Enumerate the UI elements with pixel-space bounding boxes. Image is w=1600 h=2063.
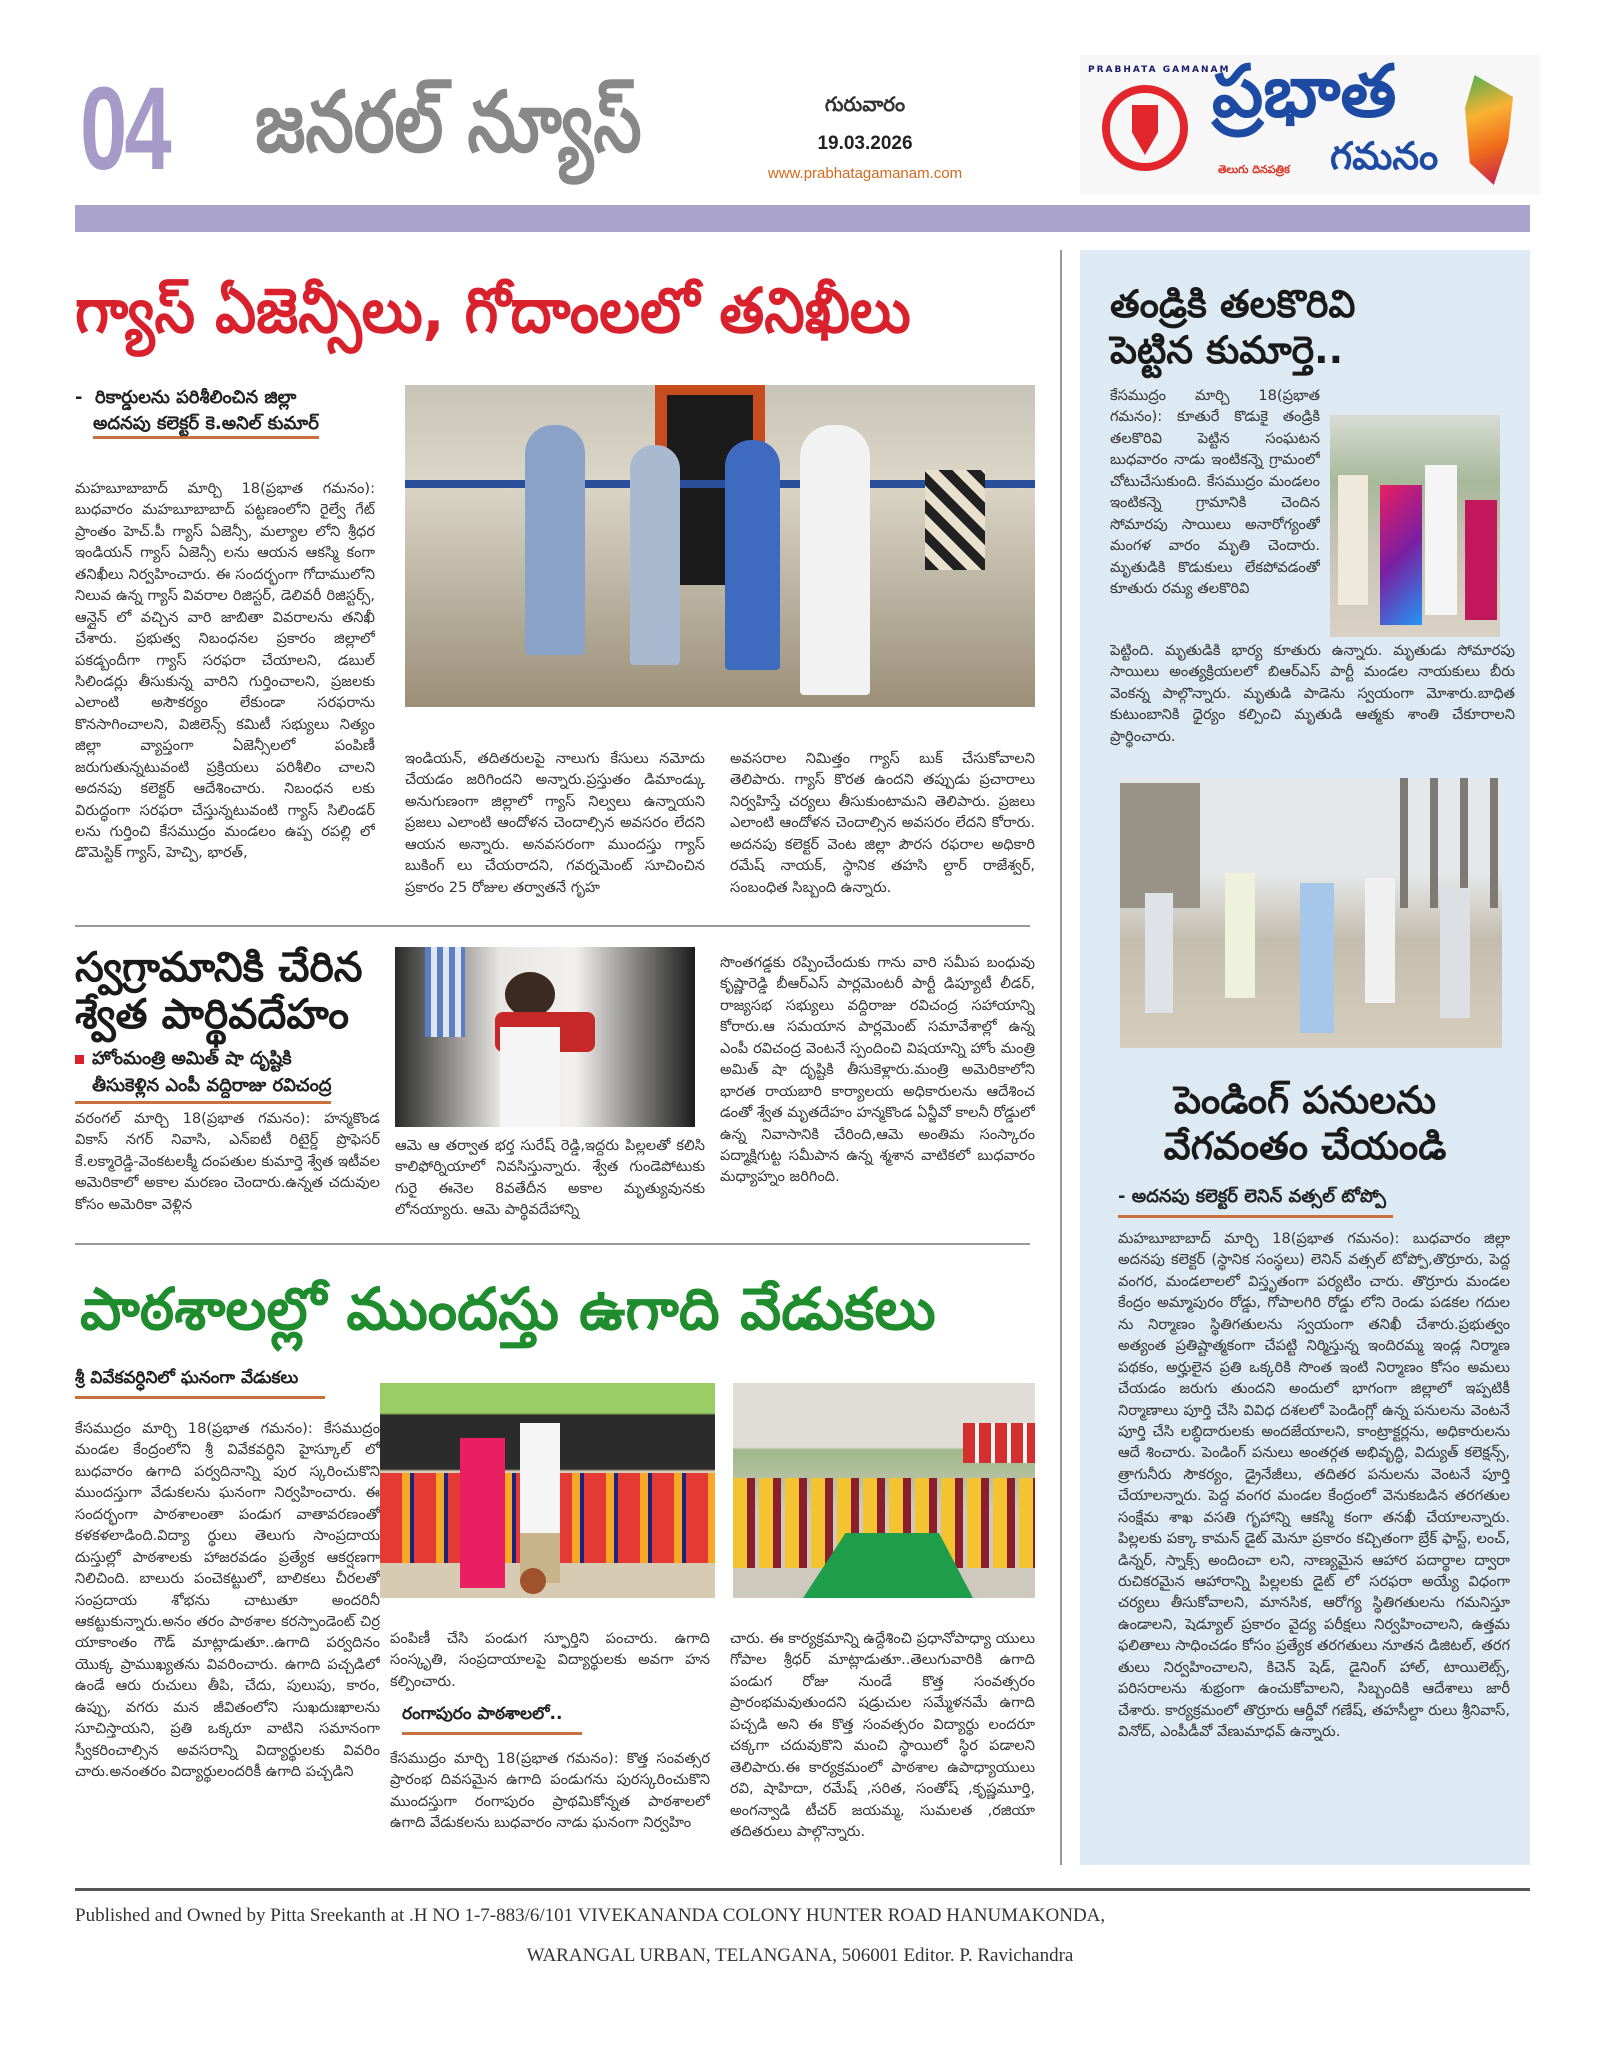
subhead-line2: తీసుకెళ్లిన ఎంపీ వద్దిరాజు రవిచంద్ర	[75, 1072, 331, 1104]
subhead-line1: రికార్డులను పరిశీలించిన జిల్లా	[95, 387, 297, 408]
issue-day: గురువారం	[824, 92, 906, 116]
daughter-story-headline	[1110, 282, 1510, 373]
gas-story-subhead	[75, 385, 375, 437]
ugadi-story-col1: కేసముద్రం మార్చి 18(ప్రభాత గమనం): కేసముద్రం మండల కేంద్రంలోని శ్రీ వివేకవర్ధిని హైస్కూల్ లో బుధవారం ఉగాది పర్వదినాన్ని పుర స్కరించుకొని ముందస్తుగా వేడుకలను ఘనంగా నిర్వహించారు. ఈ సందర్భంగా పాఠశాలంతా పండుగ వాతావరణంతో కళకళలాడింది.విద్యా ర్థులు తెలుగు సాంప్రదాయ దుస్తుల్లో పాఠశాలకు హాజరవడం ప్రత్యేక ఆకర్షణగా నిలిచింది. బాలురు పంచెకట్టులో, బాలికలు చీరలతో సంప్రదాయ శోభను చాటుతూ అందరినీ ఆకట్టుకున్నారు.అనం తరం పాఠశాల కరస్పాండెంట్ చిర్ర యాకాంతం గౌడ్ మాట్లాడుతూ..ఉగాది పర్వదినం యొక్క ప్రాముఖ్యతను వివరించారు. ఉగాది పచ్చడిలో ఉండే ఆరు రుచులు తీపి, చేదు, పులుపు, కారం, ఉప్పు, వగరు మన జీవితంలోని సుఖదుఃఖాలను సూచిస్తాయని, ప్రతి ఒక్కరూ వాటిని సమానంగా స్వీకరించాల్సిన అవసరాన్ని విద్యార్థులకు వివరిం చారు.అనంతరం విద్యార్థులందరికీ ఉగాది పచ్చడిని	[75, 1420, 380, 1780]
swetha-story-headline	[75, 944, 395, 1038]
ugadi-story-subhead: శ్రీ వివేకవర్ధినిలో ఘనంగా వేడుకలు	[75, 1368, 325, 1399]
headline-line1: తండ్రికి తలకొరివి	[1110, 282, 1356, 326]
autumn-leaf-icon	[1465, 75, 1513, 185]
section-title: జనరల్ న్యూస్	[255, 73, 642, 171]
website-link[interactable]: www.prabhatagamanam.com	[767, 165, 963, 182]
gas-agency-photo	[405, 385, 1035, 707]
gas-story-col3: అవసరాల నిమిత్తం గ్యాస్ బుక్ చేసుకోవాలని తెలిపారు. గ్యాస్ కొరత ఉందని తప్పుడు ప్రచారాలు నిర్వహిస్తే చర్యలు తీసుకుంటామని తెలిపారు. ప్రజలు ఎలాంటి ఆందోళన చెందాల్సిన అవసరం లేదని కోరారు. అదనపు కలెక్టర్ వెంట జిల్లా పౌరస రఫరాల అధికారి రమేష్ నాయక్, స్థానిక తహసి ల్దార్ రాజేశ్వర్, సంబంధిత సిబ్బంది ఉన్నారు.	[730, 750, 1035, 896]
header-band	[75, 205, 1530, 232]
section-divider	[75, 1243, 1030, 1245]
date-block	[735, 92, 995, 182]
daughter-story-body: పెట్టింది. మృతుడికి భార్య కూతురు ఉన్నారు. మృతుడు సోమారపు సాయిలు అంత్యక్రియలలో బిఆర్ఎస్ పార్టీ మండల నాయకులు బీరు వెంకన్న పాల్గొన్నారు. మృతుడి పాడెను స్వయంగా మోశారు.బాధిత కుటుంబానికి ధైర్యం కల్పించి మృతుడి ఆత్మకు శాంతి చేకూరాలని ప్రార్థించారు.	[1110, 642, 1515, 745]
daughter-story-body-wrap: కేసముద్రం మార్చి 18(ప్రభాత గమనం): కూతురే కొడుకై తండ్రికి తలకొరివి పెట్టిన సంఘటన బుధవారం నాడు ఇంటికన్నె గ్రామంలో చోటుచేసుకుంది. కేసముద్రం మండలం ఇంటికన్నె గ్రామానికి చెందిన సోమారపు సాయిలు అనారోగ్యంతో మంగళ వారం మృతి చెందారు. మృతుడికి కొడుకులు లేకపోవడంతో కూతురు రమ్య తలకొరివి	[1110, 387, 1320, 597]
subhead-line2: అదనపు కలెక్టర్ కె.అనిల్ కుమార్	[93, 413, 319, 439]
logo-tagline: తెలుగు దినపత్రిక	[1218, 163, 1290, 176]
swetha-photo	[395, 947, 695, 1127]
pen-nib-seal-icon	[1102, 85, 1188, 171]
funeral-procession-photo	[1330, 415, 1500, 637]
headline-line2: పెట్టిన కుమార్తె..	[1110, 327, 1344, 372]
logo-seal-text: PRABHATA GAMANAM	[1088, 65, 1231, 75]
page-number: 04	[80, 63, 169, 195]
footer-publisher-line: Published and Owned by Pitta Sreekanth at .H NO 1-7-883/6/101 VIVEKANANDA COLONY HUNTER ROAD HANUMAKONDA,	[75, 1905, 1106, 1926]
section-divider	[75, 925, 1030, 927]
rangapuram-subhead: రంగాపురం పాఠశాలలో..	[402, 1704, 582, 1735]
housing-inspection-photo	[1120, 778, 1502, 1048]
gas-story-col2: ఇండియన్, తదితరులపై నాలుగు కేసులు నమోదు చేయడం జరిగిందని అన్నారు.ప్రస్తుతం డిమాండ్కు అనుగుణంగా జిల్లాలో గ్యాస్ నిల్వలు ఉన్నాయని ప్రజలు ఎలాంటి ఆందోళన చెందాల్సిన అవసరం లేదని ఆయన అన్నారు. అనవసరంగా ముందస్తు గ్యాస్ బుకింగ్ లు చేయరాదని, గవర్నమెంట్ సూచించిన ప్రకారం 25 రోజుల తర్వాతనే గృహ	[405, 750, 705, 896]
logo-name-line1: ప్రభాత	[1212, 49, 1397, 133]
column-divider	[1060, 250, 1062, 1865]
subhead-line1: హోంమంత్రి అమిత్ షా దృష్టికి	[92, 1048, 292, 1069]
swetha-story-col2: ఆమె ఆ తర్వాత భర్త సురేష్ రెడ్డి,ఇద్దరు పిల్లలతో కలిసి కాలిఫోర్నియాలో నివసిస్తున్నారు. శ్వేత గుండెపోటుకు గురై ఈనెల 8వతేదీన అకాల మృత్యువునకు లోనయ్యారు. ఆమె పార్థివదేహాన్ని	[395, 1137, 705, 1219]
swetha-story-subhead	[75, 1045, 375, 1104]
gas-story-headline: గ్యాస్ ఏజెన్సీలు, గోదాంలలో తనిఖీలు	[75, 274, 911, 347]
headline-line2: శ్వేత పార్థివదేహం	[75, 990, 350, 1039]
subhead-dash: -	[75, 387, 83, 408]
ugadi-story-col2a: పంపిణీ చేసి పండుగ స్ఫూర్తిని పంచారు. ఉగాది సంస్కృతి, సంప్రదాయాలపై విద్యార్థులకు అవగా హన కల్పించారు.	[390, 1630, 710, 1690]
headline-line1: పెండింగ్ పనులను	[1173, 1078, 1437, 1122]
pending-works-body: మహబూబాబాద్ మార్చి 18(ప్రభాత గమనం): బుధవారం జిల్లా అదనపు కలెక్టర్ (స్థానిక సంస్థలు) లెనిన్ వత్సల్ టోప్పో,తొర్రూరు, పెద్ద వంగర, మండలాలలో విస్తృతంగా పర్యటిం చారు. తొర్రూరు మండల కేంద్రం అమ్మాపురం రోడ్డు, గోపాలగిరి రోడ్డు లోని రెండు పడకల గదుల ను నిర్మాణం స్థితిగతులను స్వయంగా తనిఖీ చేశారు.ప్రభుత్వం అత్యంత ప్రతిష్టాత్మకంగా చేపట్టి నిర్మిస్తున్న ఇందిరమ్మ ఇండ్ల నిర్మాణ పథకం, అర్హులైన ప్రతి ఒక్కరికి సొంత ఇంటి నిర్మాణం కోసం అమలు చేయడం జరుగు తుందని అందులో భాగంగా జిల్లాలో ఇప్పటికీ నిర్మాణాలు పూర్తి చేసి వివిధ దశలలో పెండింగ్లో ఉన్న పనులను వెంటనే పూర్తి చేసి లబ్ధిదారులకు అందజేయాలని, కాంట్రాక్టర్లను, అధికారులను ఆదే శించారు. పెండింగ్ పనులు అంతర్గత అభివృద్ధి, విద్యుత్ కలెక్షన్స్, త్రాగునీరు సౌకర్యం, డ్రైనేజీలు, తదితర పనులను వెంటనే పూర్తి చేయాలన్నారు. పెద్ద వంగర మండల కేంద్రంలో వెనుకబడిన తరగతుల సంక్షేమ శాఖ వసతి గృహాన్ని ఆకస్మి కంగా తనఖీ చేయాలన్నారు. పిల్లలకు పక్కా కామన్ డైట్ మెనూ ప్రకారం కచ్చితంగా బ్రేక్ ఫాస్ట్, లంచ్, డిన్నర్, స్నాక్స్ అందించా లని, నాణ్యమైన ఆహార పదార్థాల ద్వారా రుచికరమైన ఆహారాన్ని పిల్లలకు డైట్ లో సరఫరా అయ్యే విధంగా చర్యలు తీసుకోవాలని, మానసిక, ఆరోగ్య స్థితిగతులను గమనిస్తూ ఉండాలని, షెడ్యూల్ ప్రకారం వైద్య పరీక్షలు నిర్వహించాలని, ఉత్తమ ఫలితాలు సాధించడం కోసం ప్రత్యేక తరగతులు నూతన డిజిటల్, తరగ తులు నిర్వహించాలని, కిచెన్ షెడ్, డైనింగ్ హాల్, టాయిలెట్స్, పరిసరాలను శుభ్రంగా ఉంచుకోవాలని, సిబ్బందికి ఆదేశాలు జారీ చేశారు. కార్యక్రమంలో తొర్రూరు ఆర్డీవో గణేష్, తహసీల్దా రులు శ్రీనివాస్, వినోద్, ఎంపీడీవో వేణుమాధవ్ ఉన్నారు.	[1118, 1230, 1510, 1741]
swetha-story-col3: సొంతగడ్డకు రప్పించేందుకు గాను వారి సమీప బంధువు కృష్ణారెడ్డి బీఆర్ఎస్ పార్లమెంటరీ పార్టీ డిప్యూటీ లీడర్, రాజ్యసభ సభ్యులు వద్దిరాజు రవిచంద్ర సహాయాన్ని కోరారు.ఆ సమయాన పార్లమెంట్ సమావేశాల్లో ఉన్న ఎంపీ రవిచంద్ర వెంటనే స్పందించి విషయాన్ని హోం మంత్రి అమిత్ షా దృష్టికి తీసుకెళ్లారు.మంత్రి అమెరికాలోని భారత రాయబారి కార్యాలయ అధికారులను ఆదేశించ డంతో శ్వేత మృతదేహం హన్మకొండ ఏన్జీవో కాలనీ రోడ్డులో ఉన్న నివాసానికి చేరింది,ఆమె అంతిమ సంస్కారం పద్మాక్షిగుట్ట సమీపాన ఉన్న శ్మశాన వాటికలో బుధవారం మధ్యాహ్నం జరిగింది.	[720, 954, 1035, 1186]
headline-line1: స్వగ్రామానికి చేరిన	[75, 943, 363, 991]
gas-story-col1: మహబూబాబాద్ మార్చి 18(ప్రభాత గమనం): బుధవారం మహబూబాబాద్ పట్టణంలోని రైల్వే గేట్ ప్రాంతం హెచ్.పీ గ్యాస్ ఏజెన్సీ, మల్యాల లోని శ్రీధర ఇండియన్ గ్యాస్ ఏజెన్సీ లను ఆయన ఆకస్మి కంగా తనిఖీలు నిర్వహించారు. ఈ సందర్భంగా గోదాములోని నిలువ ఉన్న గ్యాస్ వివరాల రిజిస్టర్, డెలివరీ రిజిస్టర్స్, ఆన్లైన్ లో వచ్చిన వారి జాబితా వివరాలను తనిఖీ చేశారు. ప్రభుత్వ నిబంధనల ప్రకారం జిల్లాలో పకడ్బందీగా గ్యాస్ సరఫరా చేయాలని, డబుల్ సిలిండర్లు తీసుకున్న వారిని గుర్తించాలని, ప్రజలకు ఎలాంటి అసౌకర్యం లేకుండా సరఫరాను కొనసాగించాలని, విజిలెన్స్ కమిటీ సభ్యులు నిత్యం జిల్లా వ్యాప్తంగా ఏజెన్సీలలో పంపిణీ జరుగుతున్నటువంటి ప్రక్రియలు పరిశీలిం చాలని అదనపు కలెక్టర్ ఆదేశించారు. నిబంధన లకు విరుద్ధంగా సరఫరా చేస్తున్నటువంటి గ్యాస్ సిలిండర్ లను గుర్తించి కేసముద్రం మండలం ఉప్ప రపల్లి లో డొమెస్టిక్ గ్యాస్, హెచ్పి, భారత్,	[75, 480, 375, 862]
pending-works-subhead: - అదనపు కలెక్టర్ లెనిన్ వత్సల్ టోప్పో	[1118, 1186, 1393, 1218]
newspaper-logo	[1080, 49, 1540, 195]
ugadi-story-col2b: కేసముద్రం మార్చి 18(ప్రభాత గమనం): కొత్త సంవత్సర ప్రారంభ దివసమైన ఉగాది పండుగను పురస్కరించుకొని ముందస్తుగా రంగాపురం ప్రాథమికోన్నత పాఠశాలలో ఉగాది వేడుకలను బుధవారం నాడు ఘనంగా నిర్వహిం	[390, 1750, 710, 1832]
ugadi-story-headline: పాఠశాలల్లో ముందస్తు ఉగాది వేడుకలు	[80, 1275, 936, 1343]
pending-works-headline	[1080, 1078, 1530, 1169]
issue-date: 19.03.2026	[817, 133, 913, 154]
ugadi-story-col3: చారు. ఈ కార్యక్రమాన్ని ఉద్దేశించి ప్రధానోపాధ్యా యులు గోపాల శ్రీధర్ మాట్లాడుతూ..తెలుగువారికి ఉగాది పండుగ రోజు నుండే కొత్త సంవత్సరం ప్రారంభమవుతుందని షడ్రుచుల సమ్మేళనమే ఉగాది పచ్చడి అని ఈ కొత్త సంవత్సరం విద్యార్థు లందరూ చక్కగా చదువుకొని మంచి స్థాయిలో స్థిర పడాలని తెలిపారు.ఈ కార్యక్రమంలో పాఠశాల ఉపాధ్యాయులు రవి, షాహిదా, రమేష్ ,సరిత, సంతోష్ ,కృష్ణమూర్తి, అంగన్వాడి టీచర్ జయమ్మ, సుమలత ,రజియా తదితరులు పాల్గొన్నారు.	[730, 1630, 1035, 1840]
rangapuram-school-photo	[733, 1383, 1035, 1598]
vivekavardhini-school-photo	[380, 1383, 715, 1598]
swetha-story-col1: వరంగల్ మార్చి 18(ప్రభాత గమనం): హన్మకొండ వికాస్ నగర్ నివాసి, ఎన్ఐటీ రిటైర్డ్ ప్రొఫెసర్ కే.లక్మారెడ్డి-వెంకటలక్మీ దంపతుల కుమార్తె శ్వేత ఇటీవల అమెరికాలో అకాల మరణం చెందారు.ఉన్నత చదువుల కోసం అమెరికా వెళ్లిన	[75, 1110, 380, 1213]
footer-divider	[75, 1888, 1530, 1891]
bullet-square-icon	[75, 1055, 84, 1064]
logo-name-line2: గమనం	[1330, 134, 1439, 178]
headline-line2: వేగవంతం చేయండి	[1163, 1123, 1447, 1168]
footer-address-line: WARANGAL URBAN, TELANGANA, 506001 Editor. P. Ravichandra	[526, 1945, 1074, 1966]
